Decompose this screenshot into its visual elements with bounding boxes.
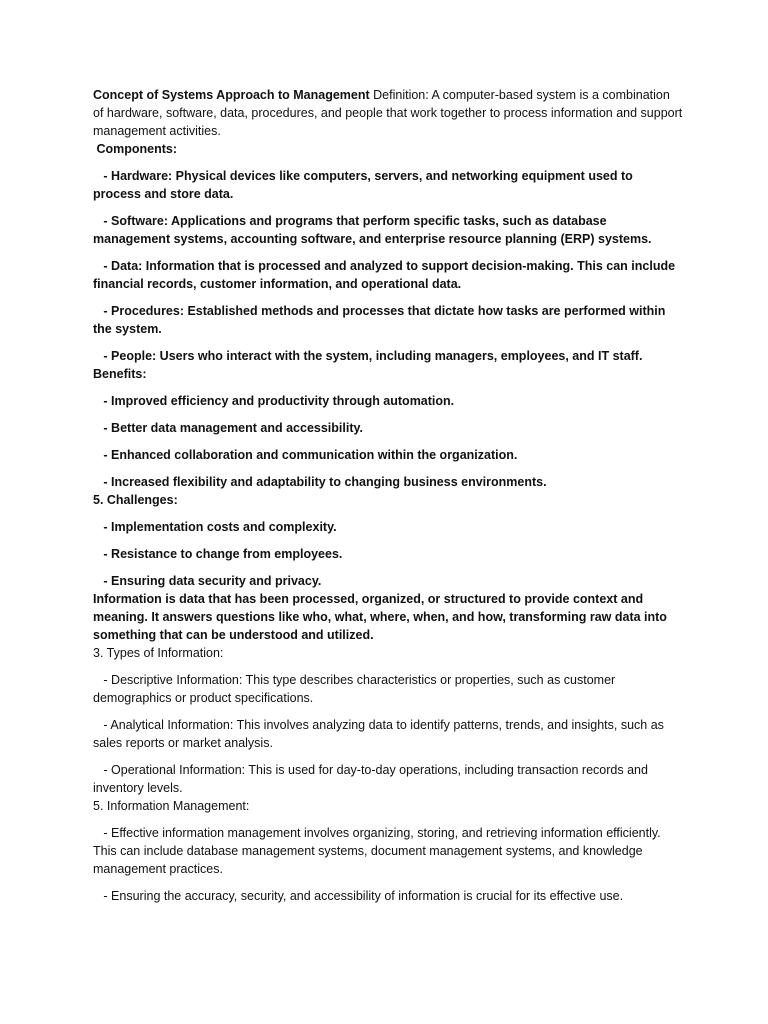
management-item: - Effective information management involves organizing, storing, and retrieving information efficiently. This can include database management systems, document management systems, and knowledge management practices. bbox=[93, 826, 664, 876]
management-heading: 5. Information Management: bbox=[93, 799, 250, 813]
benefit-item: - Better data management and accessibility. bbox=[93, 421, 363, 435]
type-item: - Analytical Information: This involves analyzing data to identify patterns, trends, and insights, such as sales reports or market analysis. bbox=[93, 718, 668, 750]
benefit-item: - Increased flexibility and adaptability to changing business environments. bbox=[93, 475, 547, 489]
information-definition: Information is data that has been processed, organized, or structured to provide context and meaning. It answers questions like who, what, where, when, and how, transforming raw data into something that can be understood and utilized. bbox=[93, 592, 671, 642]
definition-text: Definition: A computer-based system is a combination of hardware, software, data, procedures, and people that work together to process information and support management activities. bbox=[93, 88, 686, 138]
challenge-item: - Implementation costs and complexity. bbox=[93, 520, 337, 534]
challenge-item: - Resistance to change from employees. bbox=[93, 547, 343, 561]
document-page bbox=[93, 86, 686, 905]
component-item: - Software: Applications and programs that perform specific tasks, such as database management systems, accounting software, and enterprise resource planning (ERP) systems. bbox=[93, 214, 652, 246]
component-item: - People: Users who interact with the system, including managers, employees, and IT staff. bbox=[93, 349, 643, 363]
component-item: - Data: Information that is processed and analyzed to support decision-making. This can include financial records, customer information, and operational data. bbox=[93, 259, 679, 291]
challenge-item: - Ensuring data security and privacy. bbox=[93, 574, 322, 588]
component-item: - Hardware: Physical devices like computers, servers, and networking equipment used to process and store data. bbox=[93, 169, 637, 201]
intro-paragraph bbox=[93, 86, 686, 140]
benefits-heading: Benefits: bbox=[93, 367, 147, 381]
document-title: Concept of Systems Approach to Management bbox=[93, 88, 370, 102]
type-item: - Descriptive Information: This type describes characteristics or properties, such as customer demographics or product specifications. bbox=[93, 673, 619, 705]
benefit-item: - Enhanced collaboration and communication within the organization. bbox=[93, 448, 518, 462]
management-item: - Ensuring the accuracy, security, and accessibility of information is crucial for its effective use. bbox=[93, 889, 624, 903]
challenges-heading: 5. Challenges: bbox=[93, 493, 178, 507]
type-item: - Operational Information: This is used for day-to-day operations, including transaction records and inventory levels. bbox=[93, 763, 652, 795]
components-heading: Components: bbox=[93, 142, 178, 156]
benefit-item: - Improved efficiency and productivity through automation. bbox=[93, 394, 455, 408]
component-item: - Procedures: Established methods and processes that dictate how tasks are performed within the system. bbox=[93, 304, 669, 336]
types-heading: 3. Types of Information: bbox=[93, 646, 224, 660]
